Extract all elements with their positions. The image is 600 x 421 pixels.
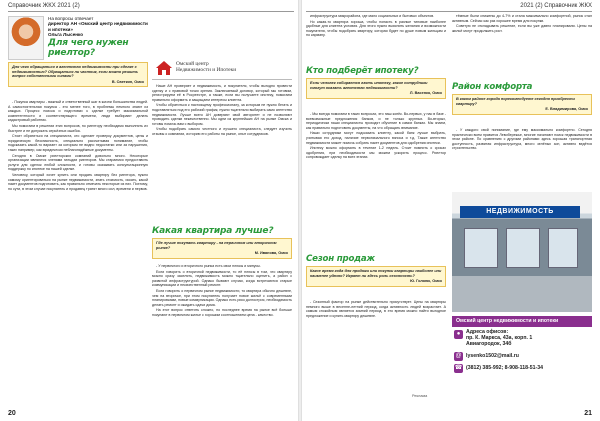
ad-label: Реклама	[412, 394, 428, 398]
article-column	[152, 84, 292, 224]
paragraph: Мы помогаем в решении этих вопросов, но риелтору необходимо выполнять их быстрее и не допускать серьёзных ошибок.	[8, 123, 148, 133]
storefront-sign: НЕДВИЖИМОСТЬ	[460, 206, 580, 218]
paragraph: инфраструктура микрорайона, где мало социальных и бытовых объектов.	[310, 14, 435, 18]
phone-icon: ☎	[454, 365, 463, 371]
paragraph: Если говорить о вторичной недвижимости, то её плюсы в том, что квартиру можно сразу заселять, недвижимость можно тщательно оценить, а район с развитой инфраструктурой. Однако бывают случаи, когда встречаются старые коммуникации и некачественный ремонт.	[152, 269, 292, 288]
paragraph: Стоит обратиться на специалиста, кто сделает проверку документов, цены и юридическую безопасность, специально рассчитывая понимание, чтобы подсказать какой-то вариант за которым не видно недостатки или за нарушения, таких например, как юридически неблагонадёжные документы.	[8, 134, 148, 152]
intro-role: директор АН «Омский центр недвижимости и ипотеки»	[48, 21, 148, 32]
article-column	[306, 300, 446, 404]
article-column	[306, 14, 446, 64]
article-column	[452, 14, 592, 76]
question-box	[306, 266, 446, 287]
right-page	[302, 0, 600, 421]
article-column	[306, 112, 446, 252]
address-line: пр. К. Маркса, 43а, корп. 1	[466, 335, 533, 341]
running-head: 2021 (2) Справочник ЖКХ	[520, 3, 592, 9]
heading-comfort-district: Район комфорта	[452, 82, 533, 92]
company-logo	[152, 58, 292, 80]
article-column	[8, 100, 148, 405]
location-icon: ●	[454, 330, 463, 339]
left-page	[0, 0, 298, 421]
paragraph: Ипотеку можно оформить в течение 1-2 недель. Стоит помнить о сроках одобрения, при необходимости мы можем ускорить процесс. Риелтор сопровождает сделку на всех этапах.	[306, 146, 446, 160]
company-name-bar: Омский центр недвижимости и ипотеки	[452, 316, 592, 327]
paragraph: - У первичного и вторичного рынка есть свои плюсы и минусы.	[156, 264, 261, 268]
heading-which-apartment: Какая квартира лучше?	[152, 226, 274, 236]
heading-mortgage: Кто подберёт ипотеку?	[306, 66, 419, 76]
intro-name: Ольга Лысенко	[48, 32, 84, 38]
shop-window	[464, 228, 498, 268]
question-author: Ю. Голоюк, Омск	[410, 279, 442, 284]
paragraph: Сегодня в Омске риелторских компаний довольно много. Некоторые организации являются членами гильдии риелторов. Мы стараемся предоставить услуги для сделок любой сложности, и готовы оказывать консультационную поддержку по ипотеке на нашей сделке.	[8, 153, 148, 172]
office-storefront-photo	[452, 192, 592, 312]
email-link[interactable]: lysenko1502@mail.ru	[466, 353, 519, 359]
address-label: Адреса офисов:	[466, 329, 509, 335]
article-column	[452, 128, 592, 188]
article-column	[152, 264, 292, 404]
paragraph: - Сезонный фактор на рынке действительно присутствует. Цены на квартиры немного выше в весенне-летний период, когда активность людей возрастает. А самым спокойным является зимний период, в это время можно найти выгодное предложение и купить квартиру дешевле.	[306, 300, 446, 318]
paragraph: - Покупка квартиры - важный и ответственный шаг в жизни большинства людей. А самостоятельная покупка - это менее того, в проблемы немного знают из каждых. Процесс поиска и подготовки к сделке требует максимальной компетентности и соответствующего времени, люди выбирают делать кадастровый работник.	[8, 100, 148, 123]
logo-text	[176, 61, 236, 73]
question-text: Где лучше покупать квартиру - на первичном или вторичном рынке?	[156, 241, 277, 250]
question-author: Е. Владимирова, Омск	[545, 107, 588, 112]
question-text: Для чего обращаться в агентство недвижимости при сделке с недвижимостью? Обращаться ли частник, если можно решить вопрос собственными силами?	[12, 65, 138, 79]
paragraph: Но какая-то квартира хороша, чтобы попасть в разные типовые наиболее удобные для клиента условия. Для этого нужно выяснить желания и возможности покупателя, чтобы подобрать квартиру, которая будет по душе новым жильцам и по карману.	[306, 19, 446, 38]
intro-line: На вопросы отвечает	[48, 16, 94, 21]
paragraph: На этот вопрос ответить сложно, но последнее время на рынке всё больше покупают в первичном жилье с хорошим соотношением цена - качество.	[152, 308, 292, 317]
question-box	[452, 94, 592, 115]
paragraph: Человеку, который хочет купить или продать квартиру без риелтора, нужно самому ориентироваться на рынке недвижимости, знать стоимость, искать, какой пакет документов подготовить, как правильно отмечать некоторые из них. Поэтому, по сути, в этом случае покупатель и продавец тратят много сил, времени и нервов.	[8, 172, 148, 191]
paragraph: Наши сотрудники могут подсказать клиенту, какой банк лучше выбрать, учитывая его доход, наличие первоначального взноса и т.д. Также агентство недвижимости может помочь собрать пакет документов для одобрения ипотеки.	[306, 131, 446, 145]
header-rule	[306, 11, 592, 12]
address-line: Авиагородок, 34б	[466, 341, 512, 347]
paragraph: Чтобы обратиться к настоящему профессионалу, за которым не нужно бегать и подставляться под его рабочий график, нужно тщательно выбирать само агентство недвижимости. Лучше всего АН доверяют свой авторитет и не позволяют проводить сделки некачественно. Мы одни из крупнейших АН на рынке Омска и готовы помочь вам с выбором.	[152, 103, 292, 126]
paragraph: - Мы всегда помогаем в таких вопросах, это наш конёк. Во-первых, у нас в базе - всевозможные предложения банков, и не только крупных. Во-вторых, периодически наши специалисты проходят обучение в самих банках. Мы знаем, как правильно подготовить документы, на что обращать внимание.	[306, 112, 446, 130]
question-box	[152, 238, 292, 259]
paragraph: Чтобы подобрать самого честного и лучшего специалиста, следует изучить отзывы о компании, историю его работы на рынке, опыт сотрудников.	[152, 127, 292, 136]
running-head: Справочник ЖКХ 2021 (2)	[8, 3, 80, 9]
question-text: Если человек собирается взять ипотеку, какие сотрудники смогут оказать агентство недвижимости?	[310, 81, 428, 90]
shop-door	[548, 228, 578, 268]
paragraph: - У каждого свой понимание, где ему максимально комфортно. Сегодня практически всем нравится Левобережье, многие начинают поиск недвижимости в этом районе. По сравнению с другими районами здесь хорошая транспортная доступность, развитая инфраструктура, много зелёных зон, активно ведётся строительство.	[452, 128, 592, 151]
address-block	[466, 329, 592, 347]
paragraph: тёмные были снижены до 4-7% и стала максимально комфортной, рынок стал активным. Сейчас как раз хорошее время для покупки.	[452, 14, 592, 23]
phone-number[interactable]: (3812) 385-992; 8-908-118-51-34	[466, 365, 544, 371]
page-number: 20	[8, 410, 16, 417]
interview-intro	[48, 16, 148, 38]
shop-window	[506, 228, 540, 268]
logo-line: Недвижимости и Ипотеки	[176, 67, 237, 74]
logo-line: Омский центр	[176, 61, 209, 67]
page-number: 21	[584, 410, 592, 417]
paragraph: Если говорить о первичном рынке недвижимости, то квартира обычно дешевле, чем на вторичке, при этом покупатель получает новое жильё с современными планировками, новые коммуникации. Однако есть риск долгостроя, необходимость делать ремонт и ожидать сдачи дома.	[152, 288, 292, 307]
mail-icon: @	[455, 353, 462, 359]
logo-house-icon	[154, 60, 174, 76]
question-author: М. Иванова, Омск	[254, 251, 288, 256]
paragraph: Советую не откладывать решение, если вы уже давно планировали. Цены на жильё могут продолжить рост.	[452, 24, 592, 33]
paragraph: Наше АН проверяет и недвижимость, и покупателя, чтобы выгодно провести сделку и с правовой точки зрения. Заключаемый договор, который мы готовим, регистрируем её в Росреестре, а также, если вы получаете ипотеку, помогаем правильно оформить и защищаем интересы клиента.	[152, 84, 292, 102]
heading-season: Сезон продаж	[306, 254, 375, 264]
header-rule	[8, 11, 294, 12]
question-text: Какое время года для продажи или покупки квартиры наиболее или наименее удачно? Играет ли здесь роль сезонность?	[310, 269, 442, 278]
question-box	[306, 78, 446, 99]
question-author: В. Светкин, Омск	[111, 79, 144, 84]
question-text: В каком районе города порекомендуете сегодня приобрести квартиру?	[456, 97, 575, 106]
heading-why-realtor: Для чего нужен риелтор?	[48, 38, 129, 58]
director-portrait	[8, 16, 44, 60]
question-author: Л. Васенко, Омск	[409, 91, 442, 96]
question-box	[8, 62, 148, 87]
